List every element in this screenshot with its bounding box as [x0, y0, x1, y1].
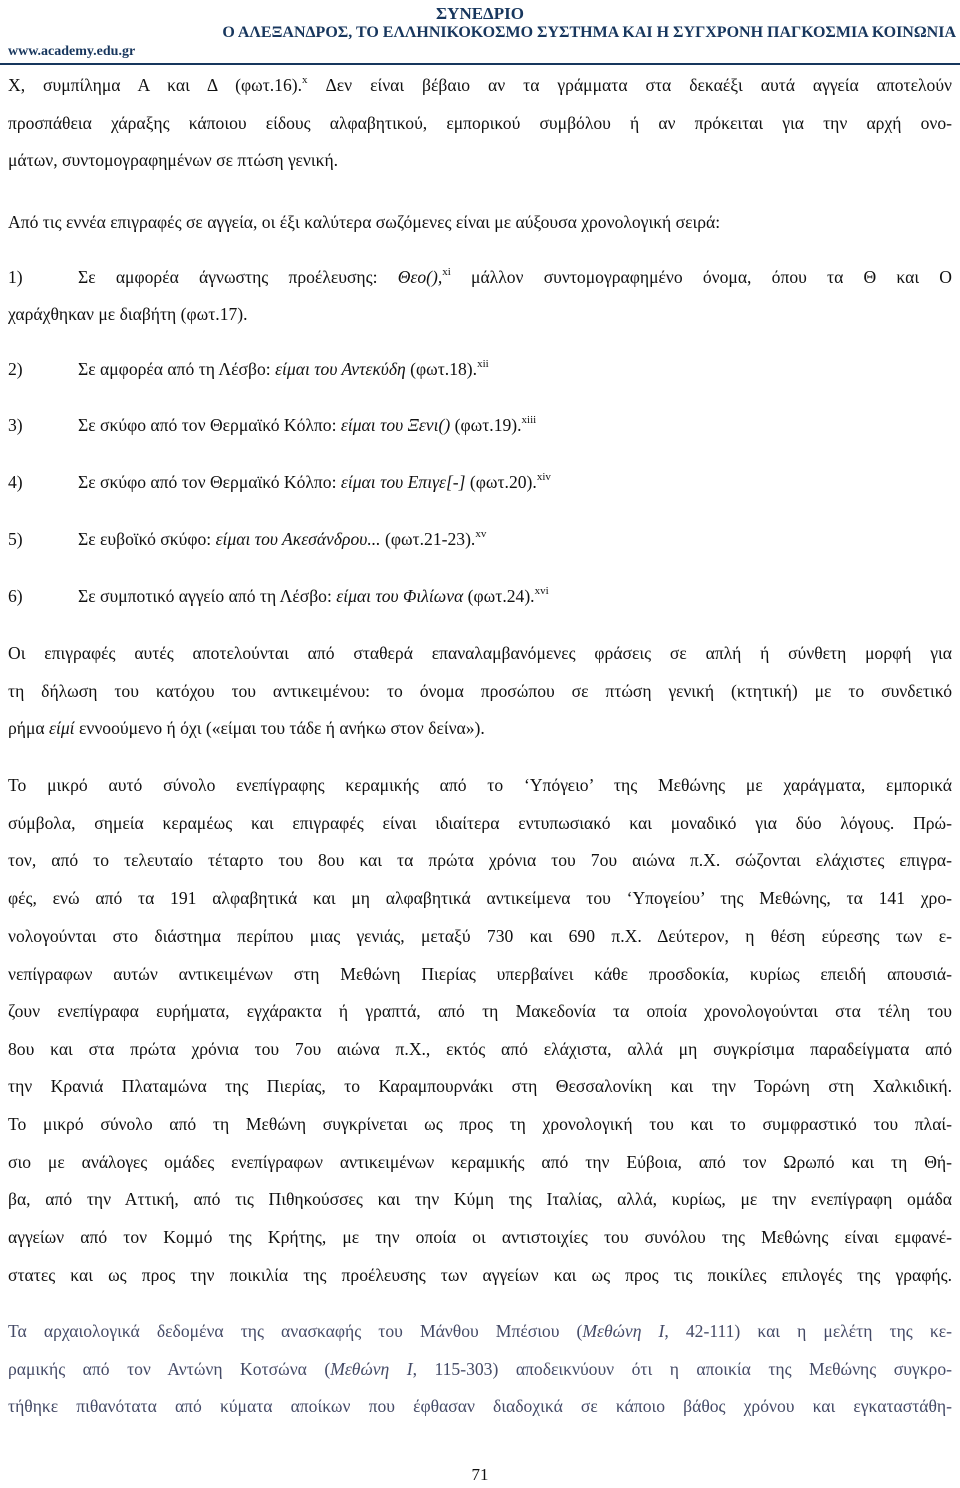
list-intro: Από τις εννέα επιγραφές σε αγγεία, οι έξι καλύτερα σωζόμενες είναι με αύξουσα χρονολογική σειρά:	[8, 212, 721, 232]
footnote-ref[interactable]: xi	[442, 266, 451, 278]
footnote-ref[interactable]: xvi	[534, 585, 549, 597]
list-number: 3)	[8, 415, 23, 435]
header-rule	[0, 63, 960, 65]
footnote-ref[interactable]: xiv	[536, 471, 551, 483]
list-text: Σε συμποτικό αγγείο από τη Λέσβο: είμαι του Φιλίωνα (φωτ.24).$^{xvi}$	[78, 585, 549, 606]
para2-line: Το μικρό σύνολο από τη Μεθώνη συγκρίνεται ως προς τη χρονολογική του και το συμφραστικό του πλαί-	[8, 1114, 952, 1134]
page-number: 71	[471, 1465, 489, 1484]
header-title: ΣΥΝΕΔΡΙΟ	[436, 4, 524, 23]
para1-line-2: τη δήλωση του κατόχου του αντικειμένου: το όνομα προσώπου σε πτώση γενική (κτητική) με το συνδετικό	[8, 681, 952, 701]
para3-line-3: τήθηκε πιθανότατα από κύματα αποίκων που έφθασαν διαδοχικά σε κάποιο βάθος χρόνου και εγκαταστάθη-	[8, 1396, 952, 1416]
header-subtitle: Ο ΑΛΕΞΑΝΔΡΟΣ, ΤΟ ΕΛΛΗΝΙΚΟΚΟΣΜΟ ΣΥΣΤΗΜΑ ΚΑΙ Η ΣΥΓΧΡΟΝΗ ΠΑΓΚΟΣΜΙΑ ΚΟΙΝΩΝΙΑ	[222, 24, 956, 41]
list-text: Σε αμφορέα από τη Λέσβο: είμαι του Αντεκύδη (φωτ.18).$^{xii}$	[78, 358, 489, 379]
para3-line-2: ραμικής από τον Αντώνη Κοτσώνα (Μεθώνη Ι, 115-303) αποδεικνύουν ότι η αποικία της Μεθώνης συγκρο-	[8, 1359, 952, 1379]
para2-line: αγγείων από τον Κομμό της Κρήτης, με την οποία οι αντιστοιχίες του συνόλου της Μεθώνης είναι εμφανέ-	[8, 1227, 952, 1247]
para3-line-1: Τα αρχαιολογικά δεδομένα της ανασκαφής του Μάνθου Μπέσιου (Μεθώνη Ι, 42-111) και η μελέτη της κε-	[8, 1321, 952, 1341]
para2-line: τον, από το τελευταίο τέταρτο του 8ου και τα πρώτα χρόνια του 7ου αιώνα π.Χ. σώζονται ελάχιστες επιγρα-	[8, 850, 952, 870]
list-number: 5)	[8, 529, 23, 549]
list-text-cont: χαράχθηκαν με διαβήτη (φωτ.17).	[8, 304, 248, 324]
list-number: 2)	[8, 359, 23, 379]
para2-line: φές, ενώ από τα 191 αλφαβητικά και μη αλφαβητικά αντικείμενα του ‘Υπογείου’ της Μεθώνης, τα 141 χρο-	[8, 888, 952, 908]
list-text: Σε αμφορέα άγνωστης προέλευσης: Θεο(),$^{xi}$ μάλλον συντομογραφημένο όνομα, όπου τα Θ και Ο	[78, 266, 952, 287]
footnote-ref[interactable]: xv	[475, 528, 487, 540]
list-text: Σε σκύφο από τον Θερμαϊκό Κόλπο: είμαι του Επιγε[-] (φωτ.20).$^{xiv}$	[78, 471, 551, 492]
para2-line: 8ου και στα πρώτα χρόνια του 7ου αιώνα π.Χ., εκτός από ελάχιστα, αλλά μη συγκρίσιμα παραδείγματα από	[8, 1039, 952, 1059]
list-number: 4)	[8, 472, 23, 492]
para2-line: σιο με ανάλογες ομάδες ενεπίγραφων αντικειμένων κεραμικής από την Εύβοια, από τον Ωρωπό και τη Θή-	[8, 1152, 952, 1172]
list-number: 1)	[8, 267, 23, 287]
para2-line: σύμβολα, σημεία κεραμέως και επιγραφές είναι ιδιαίτερα εντυπωσιακό και μοναδικό για δύο λόγους. Πρώ-	[8, 813, 952, 833]
para1-line-3: ρήμα είμί εννοούμενο ή όχι («είμαι του τάδε ή ανήκω στον δείνα»).	[8, 718, 485, 738]
intro-line-2: προσπάθεια χάραξης κάποιου είδους αλφαβητικού, εμπορικού συμβόλου ή αν πρόκειται για την αρχή ονο-	[8, 113, 952, 133]
para2-line: Το μικρό αυτό σύνολο ενεπίγραφης κεραμικής από το ‘Υπόγειο’ της Μεθώνης με χαράγματα, εμπορικά	[8, 775, 952, 795]
para2-line: ζουν ενεπίγραφα ευρήματα, εγχάρακτα ή γραπτά, από τη Μακεδονία τα οποία χρονολογούνται στα τέλη του	[8, 1001, 952, 1021]
list-text: Σε σκύφο από τον Θερμαϊκό Κόλπο: είμαι του Ξενι() (φωτ.19).$^{xiii}$	[78, 414, 537, 435]
footnote-ref[interactable]: xiii	[521, 414, 537, 426]
list-number: 6)	[8, 586, 23, 606]
para2-line: νολογούνται στο διάστημα περίπου μιας γενιάς, μεταξύ 730 και 690 π.Χ. Δεύτερον, η θέση εύρεσης των ε-	[8, 926, 952, 946]
para1-line-1: Οι επιγραφές αυτές αποτελούνται από σταθερά επαναλαμβανόμενες φράσεις σε απλή ή σύνθετη μορφή για	[8, 643, 952, 663]
para2-line-last: στατες και ως προς την ποικιλία της προέλευσης των αγγείων και ως προς τις ποικίλες επιλογές της γραφής.	[8, 1265, 952, 1285]
footnote-ref[interactable]: xii	[477, 358, 489, 370]
para2-line: την Κρανιά Πλαταμώνα της Πιερίας, το Καραμπουρνάκι στη Θεσσαλονίκη και την Τορώνη στη Χαλκιδική.	[8, 1076, 952, 1096]
para2-line: βα, από την Αττική, από τις Πιθηκούσσες και την Κύμη της Ιταλίας, αλλά, κυρίως, με την ενεπίγραφη ομάδα	[8, 1189, 952, 1209]
footnote-ref[interactable]: x	[302, 74, 308, 86]
header-url[interactable]: www.academy.edu.gr	[8, 44, 136, 59]
intro-line-3: μάτων, συντομογραφημένων σε πτώση γενική.	[8, 150, 339, 170]
list-text: Σε ευβοϊκό σκύφο: είμαι του Ακεσάνδρου... (φωτ.21-23).$^{xv}$	[78, 528, 487, 549]
para2-line: νεπίγραφων αυτών αντικειμένων στη Μεθώνη Πιερίας υπερβαίνει κάθε προσδοκία, κυρίως επειδή απουσιά-	[8, 964, 952, 984]
intro-line-1: Χ, συμπίλημα Α και Δ (φωτ.16).$^x$ Δεν είναι βέβαιο αν τα γράμματα στα δεκαέξι αυτά αγγεία αποτελούν	[8, 74, 952, 95]
